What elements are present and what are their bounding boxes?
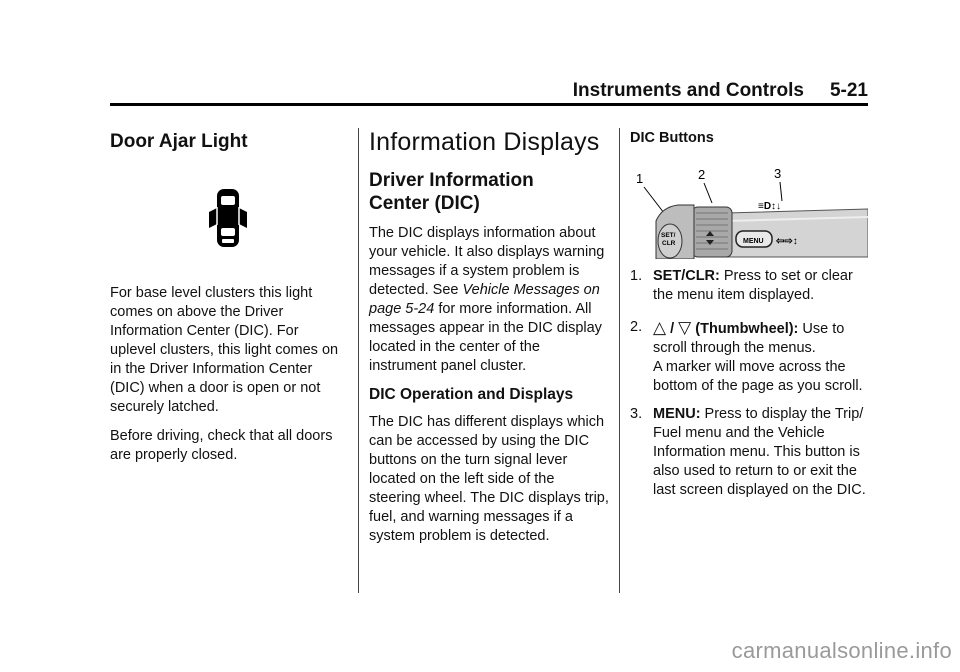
column-dic-buttons	[630, 128, 868, 500]
column-divider	[619, 128, 620, 593]
dic-buttons-list	[630, 267, 868, 500]
list-item: 2. △ / ▽ (Thumbwheel): Use to scroll through the menus. A marker will move across the bottom of the page as you scroll.	[630, 318, 863, 394]
cross-reference-link[interactable]: Vehicle Messages on page 5-24	[369, 282, 600, 317]
callout-1: 1	[636, 171, 644, 186]
column-divider	[358, 128, 359, 593]
dic-paragraph: The DIC displays information about your vehicle. It also displays warning messages if a system problem is detected. See Vehicle Messages on page 5-24 for more information. All messages appear in the DIC display located in the center of the instrument panel cluster.	[369, 225, 605, 374]
door-ajar-paragraph-2: Before driving, check that all doors are properly closed.	[110, 428, 333, 463]
svg-text:⇦⇨↕: ⇦⇨↕	[776, 236, 798, 247]
column-door-ajar	[110, 128, 346, 465]
watermark: carmanualsonline.info	[731, 638, 952, 663]
dic-buttons-heading: DIC Buttons	[630, 130, 714, 146]
callout-2: 2	[698, 167, 706, 182]
column-information-displays	[369, 128, 609, 546]
header-rule	[110, 103, 868, 106]
thumbwheel-down-icon: ▽	[678, 318, 692, 337]
svg-text:CLR: CLR	[662, 240, 676, 247]
running-header	[573, 80, 868, 102]
menu-button-label: MENU	[743, 238, 764, 245]
door-ajar-heading: Door Ajar Light	[110, 131, 248, 152]
section-title: Instruments and Controls	[572, 80, 804, 101]
dic-heading: Driver Information Center (DIC)	[369, 170, 534, 214]
list-item: 3. MENU: Press to display the Trip/ Fuel menu and the Vehicle Information menu. This button is also used to return to or exit the last screen displayed on the DIC.	[630, 406, 866, 498]
dic-operation-paragraph: The DIC has different displays which can be accessed by using the DIC buttons on the turn signal lever located on the left side of the steering wheel. The DIC displays trip, fuel, and warning messages if a system problem is detected.	[369, 414, 609, 544]
set-clr-knob-label: SET/	[661, 232, 676, 239]
callout-3: 3	[774, 166, 782, 181]
dic-operation-heading: DIC Operation and Displays	[369, 386, 574, 403]
list-item: 1. SET/CLR: Press to set or clear the menu item displayed.	[630, 268, 853, 303]
thumbwheel-up-icon: △	[653, 318, 667, 337]
door-ajar-icon	[110, 188, 346, 284]
page-number: 5-21	[829, 80, 868, 101]
svg-text:≡D↕↓: ≡D↕↓	[758, 201, 782, 212]
door-ajar-paragraph: For base level clusters this light comes on above the Driver Information Center (DIC). For uplevel clusters, this light comes on in the Driver Information Center (DIC) when a door is open or not securely latched.	[110, 285, 339, 415]
information-displays-heading: Information Displays	[369, 128, 600, 156]
dic-buttons-diagram	[630, 161, 868, 259]
